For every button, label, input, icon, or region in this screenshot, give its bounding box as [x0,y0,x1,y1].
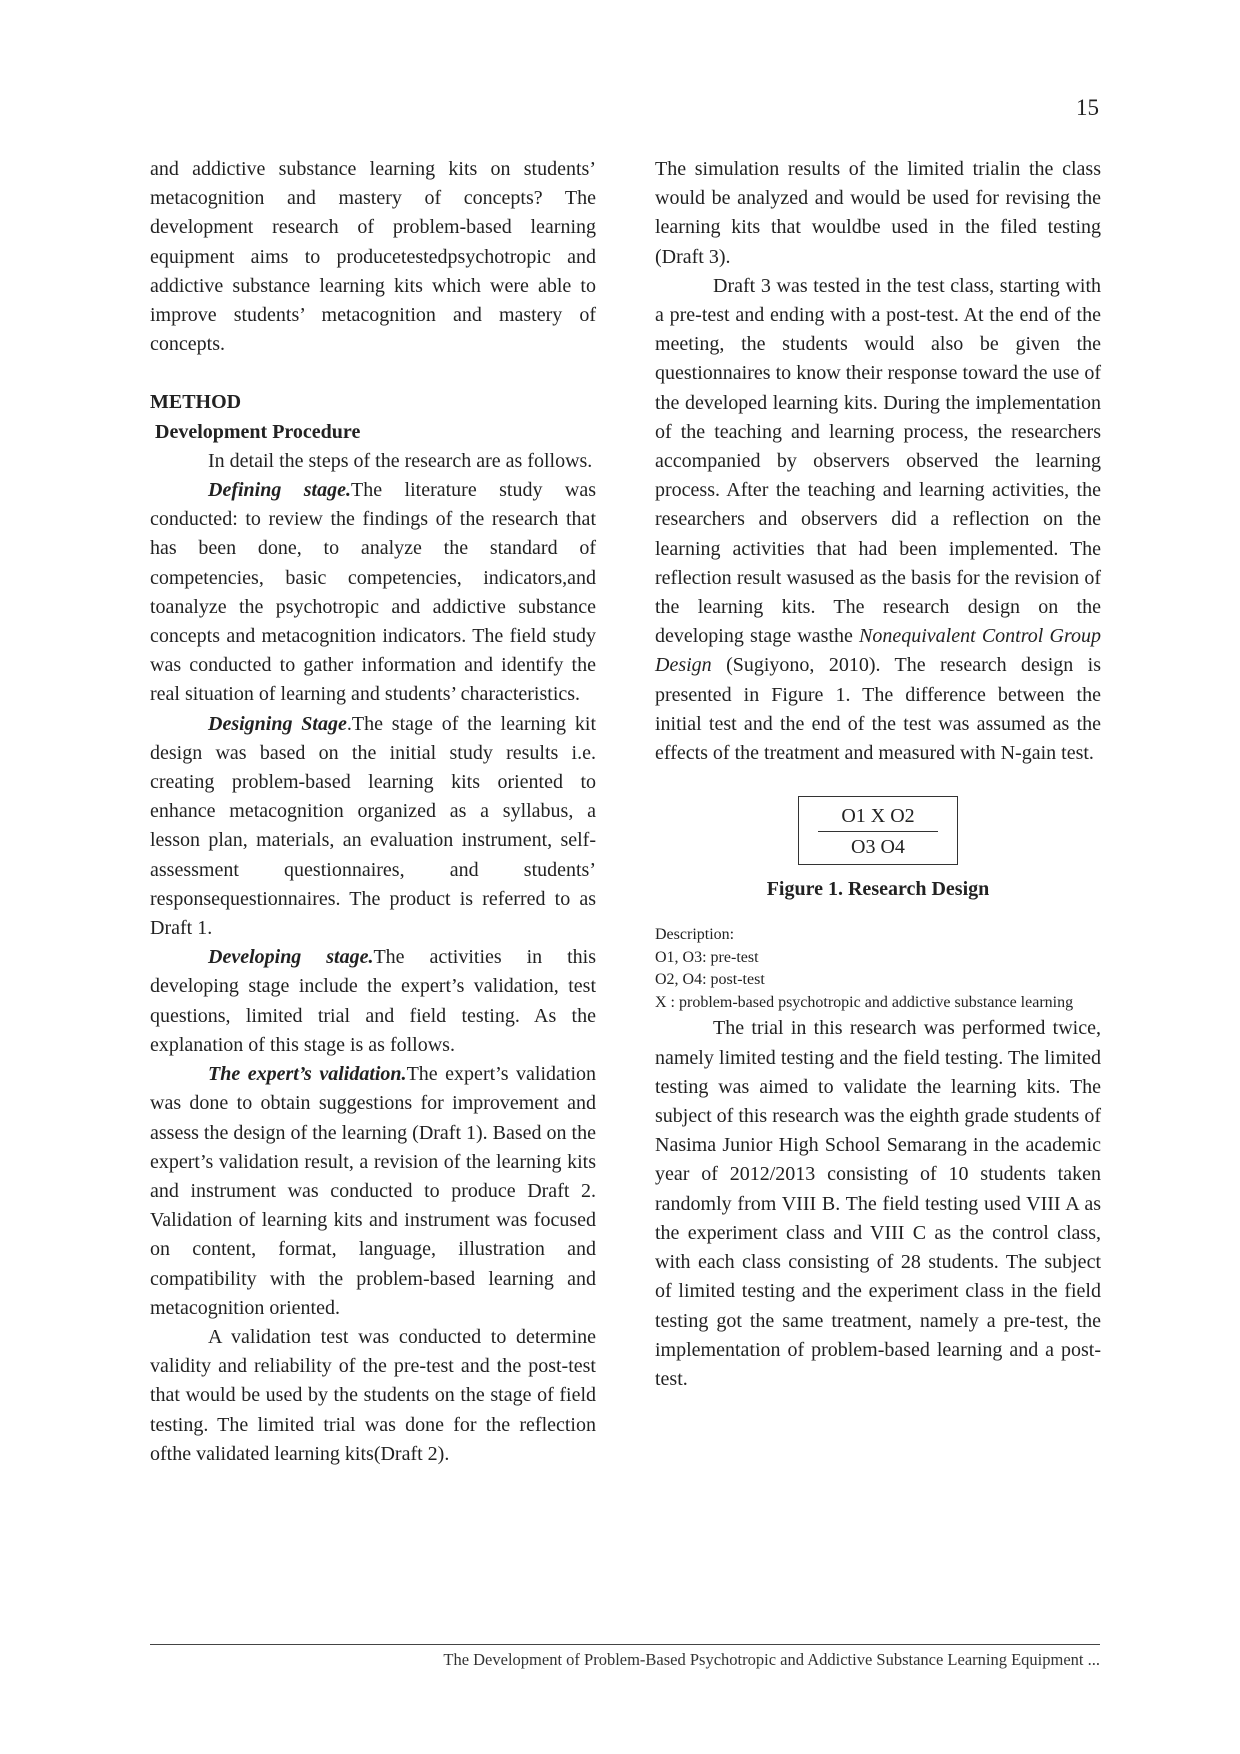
draft3-text-after: (Sugiyono, 2010). The research design is presented in Figure 1. The difference between the initial test and the end of the test was assumed as the effects of the treatment and measured with N-gain test. [655,654,1101,765]
description-item: O1, O3: pre-test [655,948,759,966]
designing-stage-run-head: Designing Stage [208,712,347,735]
validation-test-paragraph: A validation test was conducted to determine validity and reliability of the pre-test and the post-test that would be used by the students on the stage of field testing. The limited trial was done for the reflection ofthe validated learning kits(Draft 2). [150,1325,596,1465]
running-title: The Development of Problem-Based Psychotropic and Addictive Substance Learning Equipment ... [443,1650,1100,1669]
figure-row-experiment: O1 X O2 [841,805,915,828]
steps-intro-paragraph: In detail the steps of the research are as follows. [208,449,593,472]
figure-description [655,924,1101,1014]
subsection-heading-development-procedure: Development Procedure [155,420,361,443]
developing-stage-run-head: Developing stage. [208,946,374,969]
left-column [150,155,596,1469]
designing-stage-text: .The stage of the learning kit design was based on the initial study results i.e. creating problem-based learning kits oriented to enhance metacognition organized as a syllabus, a lesson plan, materials, an evaluation instrument, self-assessment questionnaires, and students’ responsequestionnaires. The product is referred to as Draft 1. [150,712,597,940]
intro-paragraph: and addictive substance learning kits on students’ metacognition and mastery of concepts? The development research of problem-based learning equipment aims to producetestedpsychotropic and addictive substance learning kits which were able to improve students’ metacognition and mastery of concepts. [150,158,596,356]
figure-divider [818,831,938,832]
design-name-italic: Nonequivalent Control Group Design [655,625,1102,677]
expert-validation-paragraph [150,1060,596,1323]
developing-stage-paragraph [150,943,596,1060]
description-item: O2, O4: post-test [655,971,765,989]
defining-stage-run-head: Defining stage. [208,479,351,502]
section-heading-method: METHOD [150,391,242,414]
trial-paragraph: The trial in this research was performed twice, namely limited testing and the field testing. The limited testing was aimed to validate the learning kits. The subject of this research was the eighth grade students of Nasima Junior High School Semarang in the academic year of 2012/2013 consisting of 10 students taken randomly from VIII B. The field testing used VIII A as the experiment class and VIII C as the control class, with each class consisting of 28 students. The subject of limited testing and the experiment class in the field testing got the same treatment, namely a pre-test, the implementation of problem-based learning and a post-test. [655,1017,1101,1390]
figure-row-control: O3 O4 [851,836,905,859]
draft3-paragraph [655,272,1101,768]
right-column [655,155,1101,1394]
developing-stage-text: The activities in this developing stage include the expert’s validation, test questions, limited trial and field testing. As the explanation of this stage is as follows. [150,946,597,1056]
defining-stage-text: The literature study was conducted: to review the findings of the research that has been done, to analyze the standard of competencies, basic competencies, indicators,and toanalyze the psychotropic and addictive substance concepts and metacognition indicators. The field study was conducted to gather information and identify the real situation of learning and students’ characteristics. [150,479,597,706]
expert-validation-run-head: The expert’s validation. [208,1063,407,1086]
designing-stage-paragraph [150,710,596,944]
figure-caption: Figure 1. Research Design [766,878,990,901]
page-number: 15 [1076,95,1099,120]
simulation-results-paragraph: The simulation results of the limited trialin the class would be analyzed and would be used for revising the learning kits that wouldbe used in the filed testing (Draft 3). [655,158,1101,268]
research-design-figure [798,796,958,865]
defining-stage-paragraph [150,476,596,710]
expert-validation-text: The expert’s validation was done to obtain suggestions for improvement and assess the design of the learning (Draft 1). Based on the expert’s validation result, a revision of the learning kits and instrument was conducted to produce Draft 2. Validation of learning kits and instrument was focused on content, format, language, illustration and compatibility with the problem-based learning and metacognition oriented. [150,1063,597,1319]
description-item: X : problem-based psychotropic and addictive substance learning [655,993,1074,1011]
draft3-text-before: Draft 3 was tested in the test class, starting with a pre-test and ending with a post-test. At the end of the meeting, the students would also be given the questionnaires to know their response toward the use of the developed learning kits. During the implementation of the teaching and learning process, the researchers accompanied by observers observed the learning process. After the teaching and learning activities, the researchers and observers did a reflection on the learning activities that had been implemented. The reflection result wasused as the basis for the revision of the learning kits. The research design on the developing stage wasthe [655,274,1101,648]
footer-divider [150,1644,1100,1645]
description-label: Description: [655,926,735,944]
